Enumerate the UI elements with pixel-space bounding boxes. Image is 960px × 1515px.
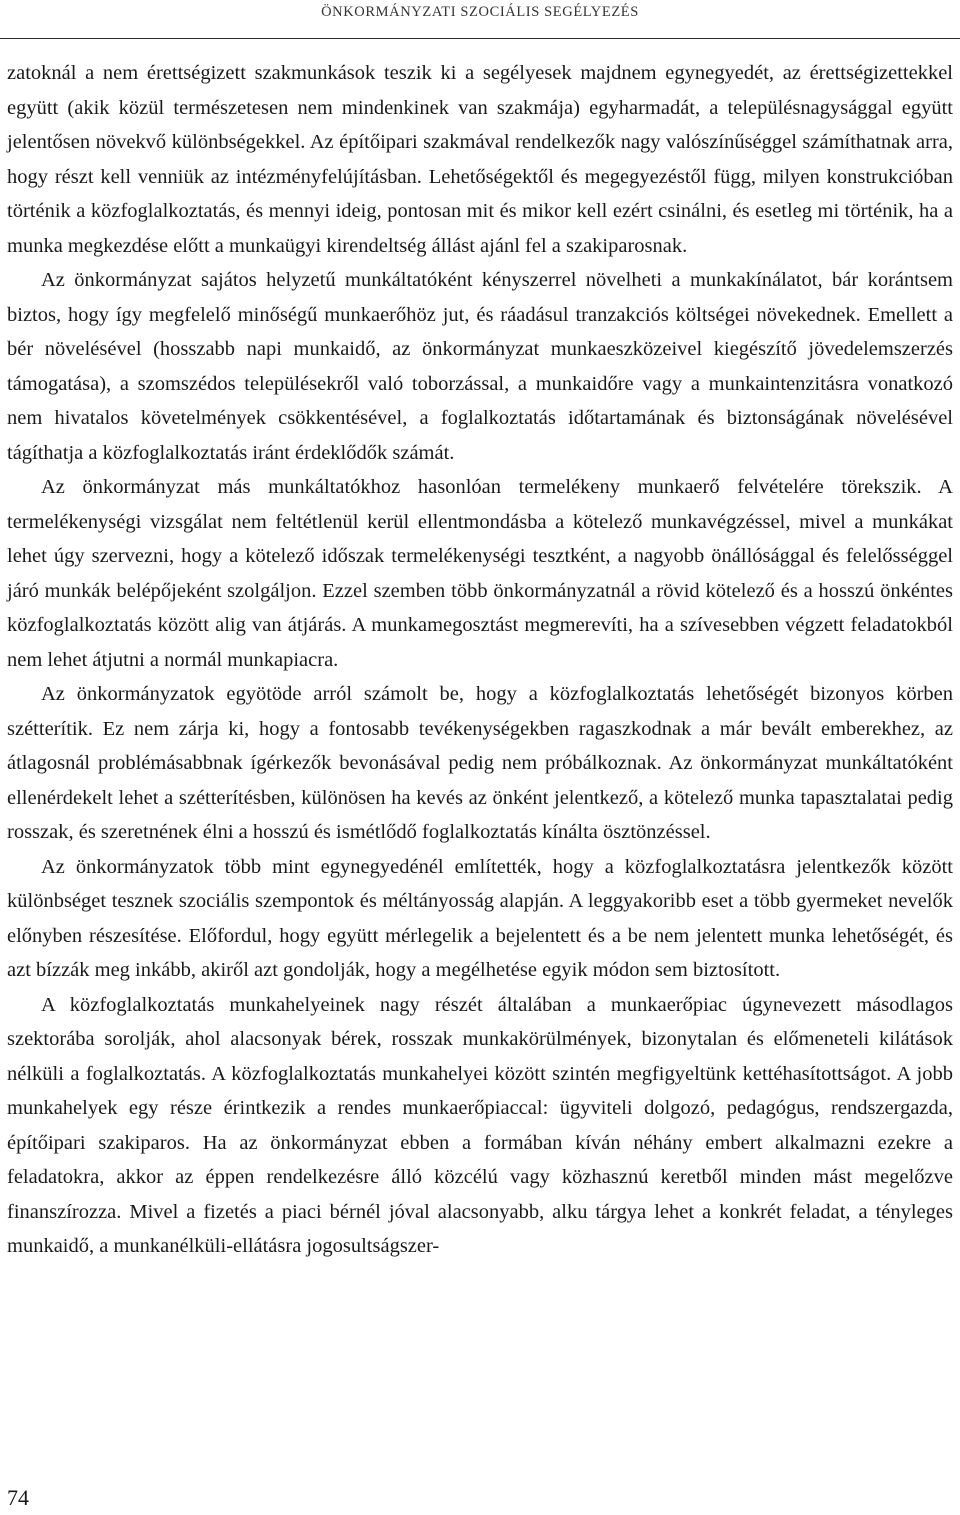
running-header: ÖNKORMÁNYZATI SZOCIÁLIS SEGÉLYEZÉS <box>321 4 639 20</box>
page-number: 74 <box>7 1485 29 1510</box>
paragraph-4: Az önkormányzatok egyötöde arról számolt be, hogy a közfoglalkoztatás lehetőségét bizonyos körben szétterítik. Ez nem zárja ki, hogy a fontosabb tevékenységekben ragaszkodnak a már bevált emberekhez, az átlagosnál problémásabbnak ígérkezők bevonásával pedig nem próbálkoznak. Az önkormányzat munkáltatóként ellenérdekelt lehet a szétterítésben, különösen ha kevés az önként jelentkező, a kötelező munka tapasztalatai pedig rosszak, és szeretnének élni a hosszú és ismétlődő foglalkoztatás kínálta ösztönzéssel. <box>7 683 953 843</box>
paragraph-3: Az önkormányzat más munkáltatókhoz hasonlóan termelékeny munkaerő felvételére törekszik. A termelékenységi vizsgálat nem feltétlenül kerül ellentmondásba a kötelező munkavégzéssel, mivel a munkákat lehet úgy szervezni, hogy a kötelező időszak termelékenységi tesztként, a nagyobb önállósággal és felelősséggel járó munkák belépőjeként szolgáljon. Ezzel szemben több önkormányzatnál a rövid kötelező és a hosszú önkéntes közfoglalkoztatás között alig van átjárás. A munkamegosztást megmerevíti, ha a szívesebben végzett feladatokból nem lehet átjutni a normál munkapiacra. <box>7 476 953 671</box>
body-text <box>7 56 953 1264</box>
paragraph-6: A közfoglalkoztatás munkahelyeinek nagy részét általában a munkaerőpiac úgynevezett másodlagos szektorába sorolják, ahol alacsonyak bérek, rosszak munkakörülmények, bizonytalan és előmeneteli kilátások nélküli a foglalkoztatás. A közfoglalkoztatás munkahelyei között szintén megfigyeltünk kettéhasítottságot. A jobb munkahelyek egy része érintkezik a rendes munkaerőpiaccal: ügyviteli dolgozó, pedagógus, rendszergazda, építőipari szakiparos. Ha az önkormányzat ebben a formában kíván néhány embert alkalmazni ezekre a feladatokra, akkor az éppen rendelkezésre álló közcélú vagy közhasznú keretből minden mást megelőzve finanszírozza. Mivel a fizetés a piaci bérnél jóval alacsonyabb, alku tárgya lehet a konkrét feladat, a tényleges munkaidő, a munkanélküli-ellátásra jogosultságszer- <box>7 993 953 1257</box>
paragraph-2: Az önkormányzat sajátos helyzetű munkáltatóként kényszerrel növelheti a munkakínálatot, bár korántsem biztos, hogy így megfelelő minőségű munkaerőhöz jut, és ráadásul tranzakciós költségei növekednek. Emellett a bér növelésével (hosszabb napi munkaidő, az önkormányzat munkaeszközeivel kiegészítő jövedelemszerzés támogatása), a szomszédos településekről való toborzással, a munkaidőre vagy a munkaintenzitásra vonatkozó nem hivatalos követelmények csökkentésével, a foglalkoztatás időtartamának és biztonságának növelésével tágíthatja a közfoglalkoztatás iránt érdeklődők számát. <box>7 269 953 464</box>
paragraph-1: zatoknál a nem érettségizett szakmunkások teszik ki a segélyesek majdnem egynegyedét, az érettségizettekkel együtt (akik közül természetesen nem mindenkinek van szakmája) egyharmadát, a településnagysággal együtt jelentősen növekvő különbségekkel. Az építőipari szakmával rendelkezők nagy valószínűséggel számíthatnak arra, hogy részt kell venniük az intézményfelújításban. Lehetőségektől és megegyezéstől függ, milyen konstrukcióban történik a közfoglalkoztatás, és mennyi ideig, pontosan mit és mikor kell ezért csinálni, és esetleg mi történik, ha a munka megkezdése előtt a munkaügyi kirendeltség állást ajánl fel a szakiparosnak. <box>7 62 953 257</box>
header-divider <box>0 38 960 39</box>
paragraph-5: Az önkormányzatok több mint egynegyedénél említették, hogy a közfoglalkoztatásra jelentkezők között különbséget tesznek szociális szempontok és méltányosság alapján. A leggyakoribb eset a több gyermeket nevelők előnyben részesítése. Előfordul, hogy együtt mérlegelik a bejelentett és a be nem jelentett munka lehetőségét, és azt bízzák meg inkább, akiről azt gondolják, hogy a megélhetése egyik módon sem biztosított. <box>7 855 953 981</box>
